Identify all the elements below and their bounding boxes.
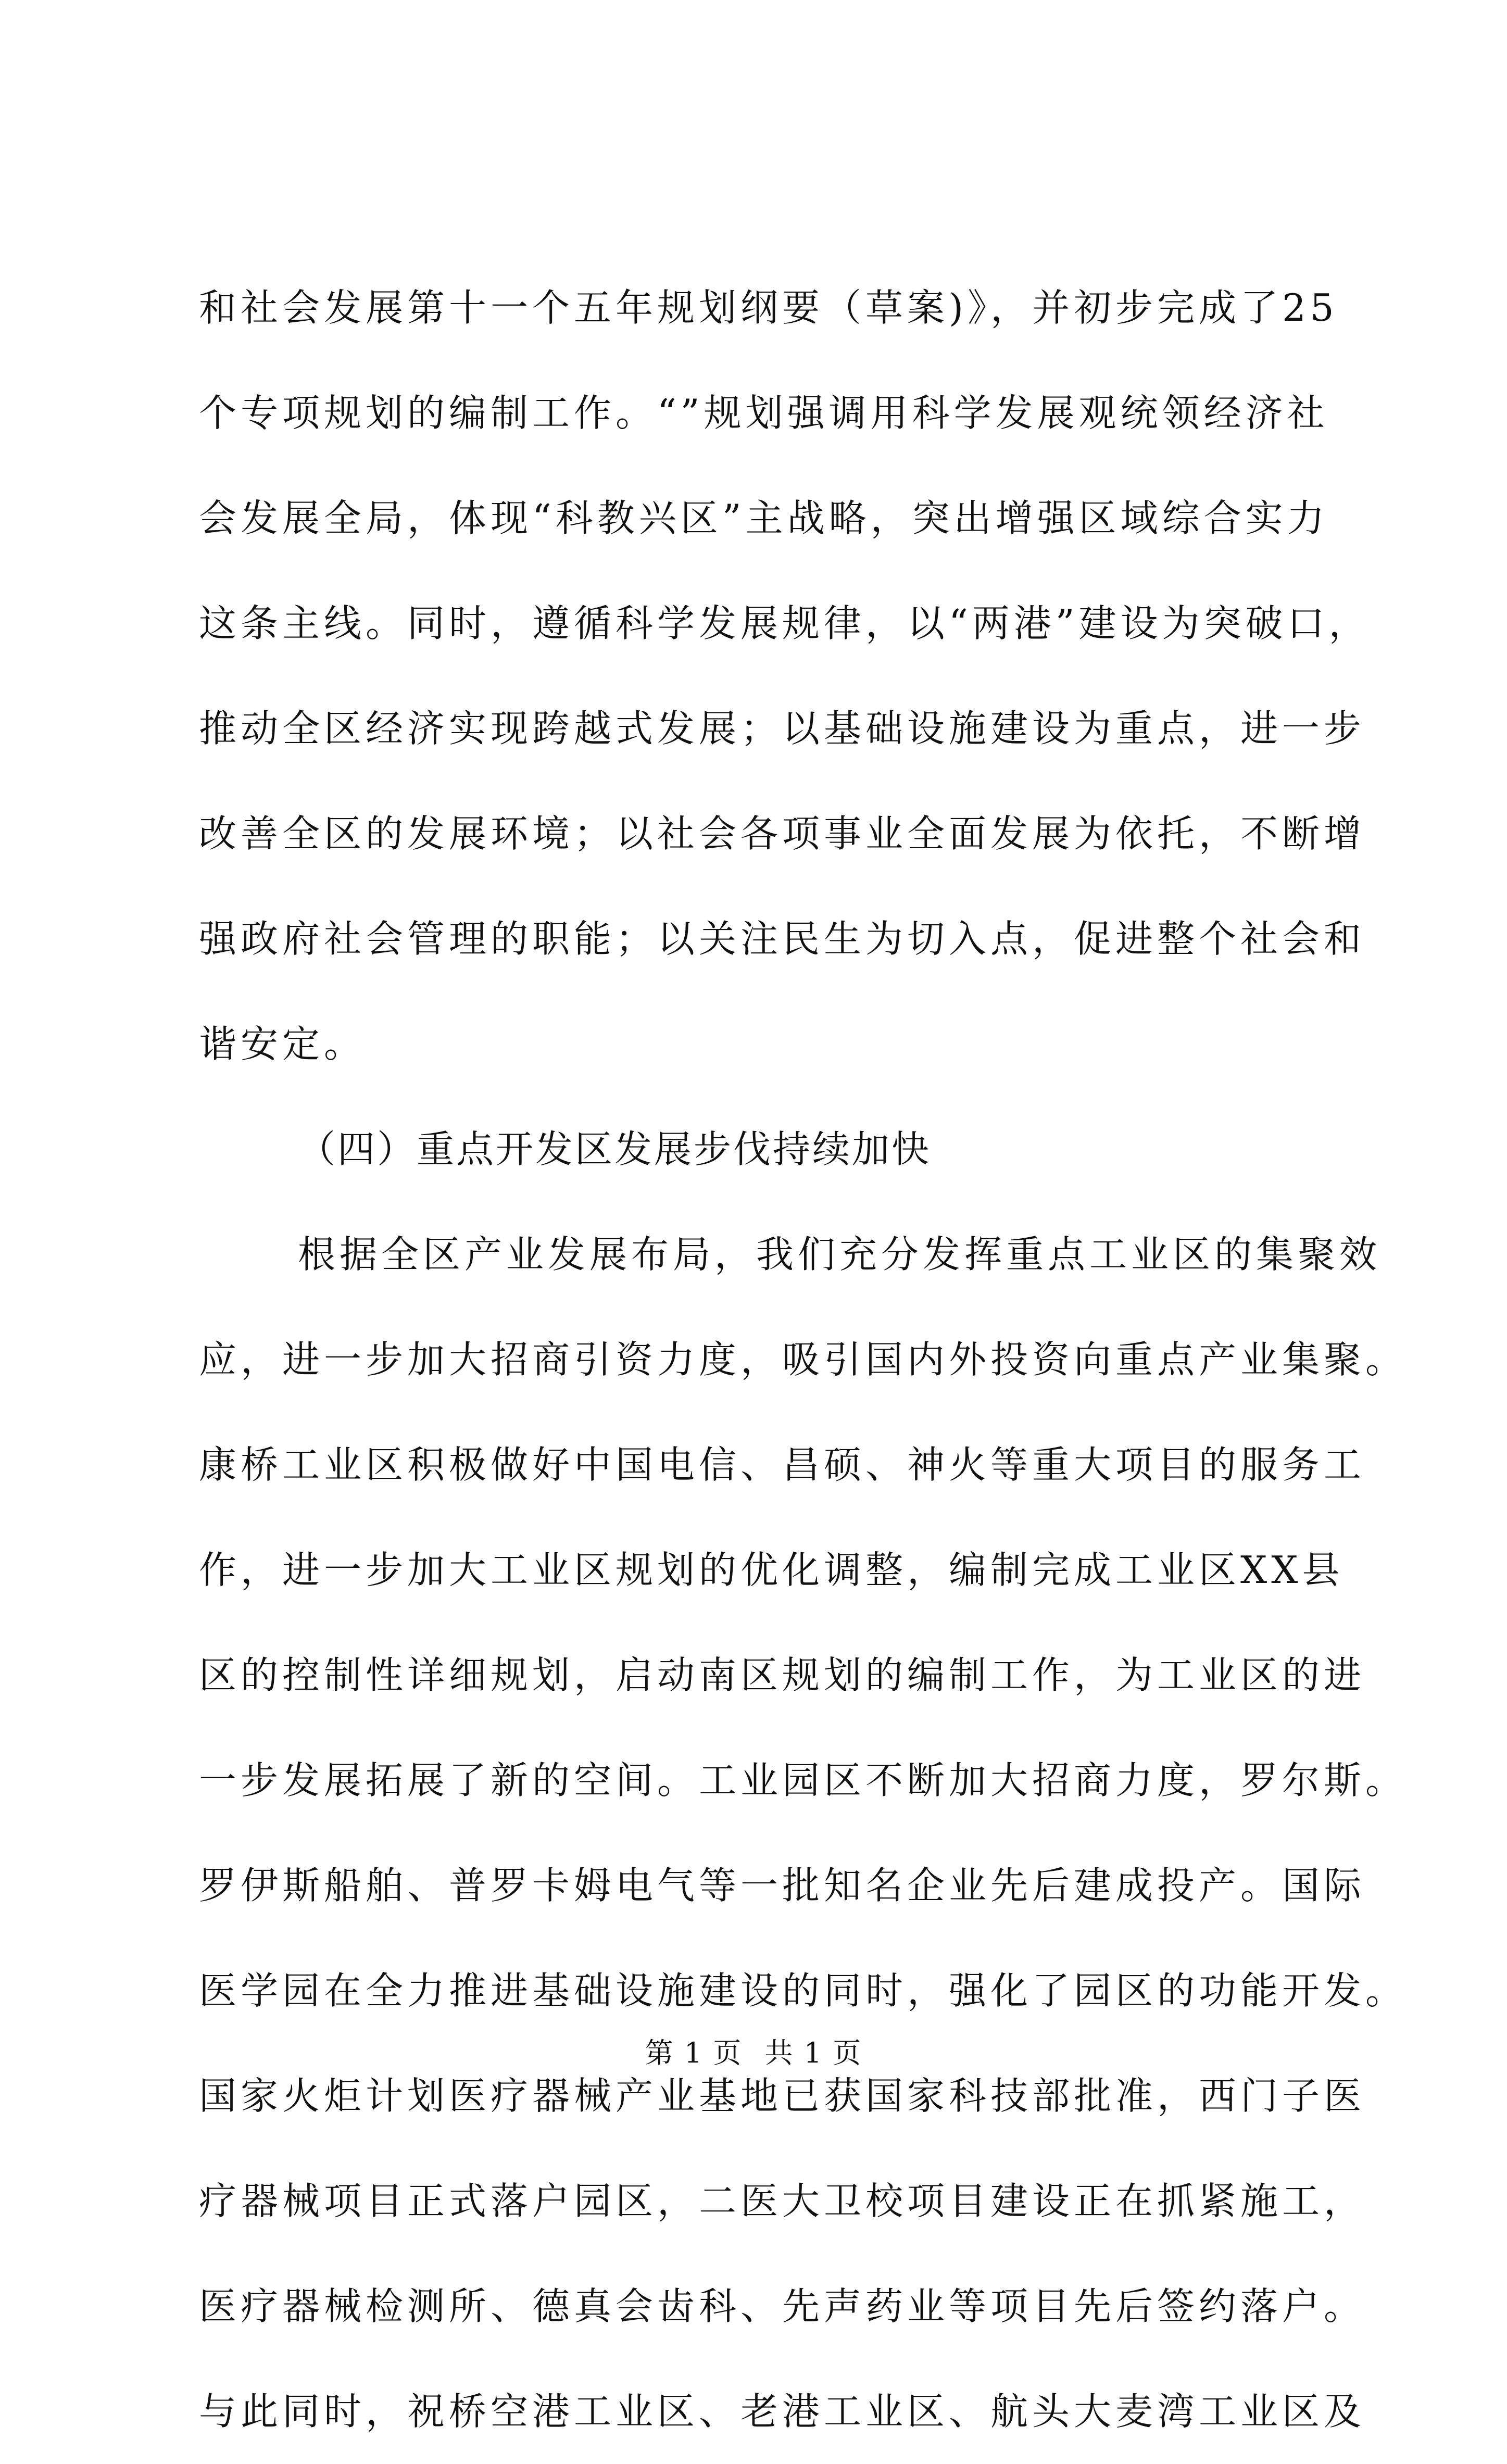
text-line: 疗器械项目正式落户园区，二医大卫校项目建设正在抓紧施工， — [199, 2179, 1366, 2223]
text-line: 康桥工业区积极做好中国电信、昌硕、神火等重大项目的服务工 — [199, 1443, 1366, 1487]
page-number: 第 1 页 — [645, 2036, 743, 2069]
text-line: 作，进一步加大工业区规划的优化调整，编制完成工业区XX县 — [199, 1548, 1344, 1592]
section-heading: （四）重点开发区发展步伐持续加快 — [298, 1127, 932, 1171]
text-line: 医疗器械检测所、德真会齿科、先声药业等项目先后签约落户。 — [199, 2284, 1366, 2328]
text-line: 区的控制性详细规划，启动南区规划的编制工作，为工业区的进 — [199, 1653, 1366, 1697]
text-line: 罗伊斯船舶、普罗卡姆电气等一批知名企业先后建成投产。国际 — [199, 1864, 1366, 1907]
text-line: 一步发展拓展了新的空间。工业园区不断加大招商力度，罗尔斯。 — [199, 1758, 1408, 1802]
document-body — [199, 255, 1408, 2464]
text-line: 推动全区经济实现跨越式发展；以基础设施建设为重点，进一步 — [199, 707, 1366, 750]
text-line: 会发展全局，体现“科教兴区”主战略，突出增强区域综合实力 — [199, 496, 1329, 540]
text-line: 根据全区产业发展布局，我们充分发挥重点工业区的集聚效 — [298, 1233, 1382, 1276]
text-line: 个专项规划的编制工作。“”规划强调用科学发展观统领经济社 — [199, 391, 1329, 435]
text-line: 与此同时，祝桥空港工业区、老港工业区、航头大麦湾工业区及 — [199, 2390, 1366, 2433]
text-line: 医学园在全力推进基础设施建设的同时，强化了园区的功能开发。 — [199, 1969, 1408, 2013]
text-line: 谐安定。 — [199, 1022, 366, 1066]
total-pages: 共 1 页 — [764, 2036, 862, 2069]
text-line: 强政府社会管理的职能；以关注民生为切入点，促进整个社会和 — [199, 917, 1366, 961]
text-line: 应，进一步加大招商引资力度，吸引国内外投资向重点产业集聚。 — [199, 1338, 1408, 1381]
text-line: 改善全区的发展环境；以社会各项事业全面发展为依托，不断增 — [199, 812, 1366, 856]
text-line: 和社会发展第十一个五年规划纲要（草案)》，并初步完成了25 — [199, 286, 1338, 330]
text-line: 这条主线。同时，遵循科学发展规律，以“两港”建设为突破口， — [199, 601, 1371, 645]
page-footer — [0, 2031, 1507, 2071]
text-line: 国家火炬计划医疗器械产业基地已获国家科技部批准，西门子医 — [199, 2074, 1366, 2118]
